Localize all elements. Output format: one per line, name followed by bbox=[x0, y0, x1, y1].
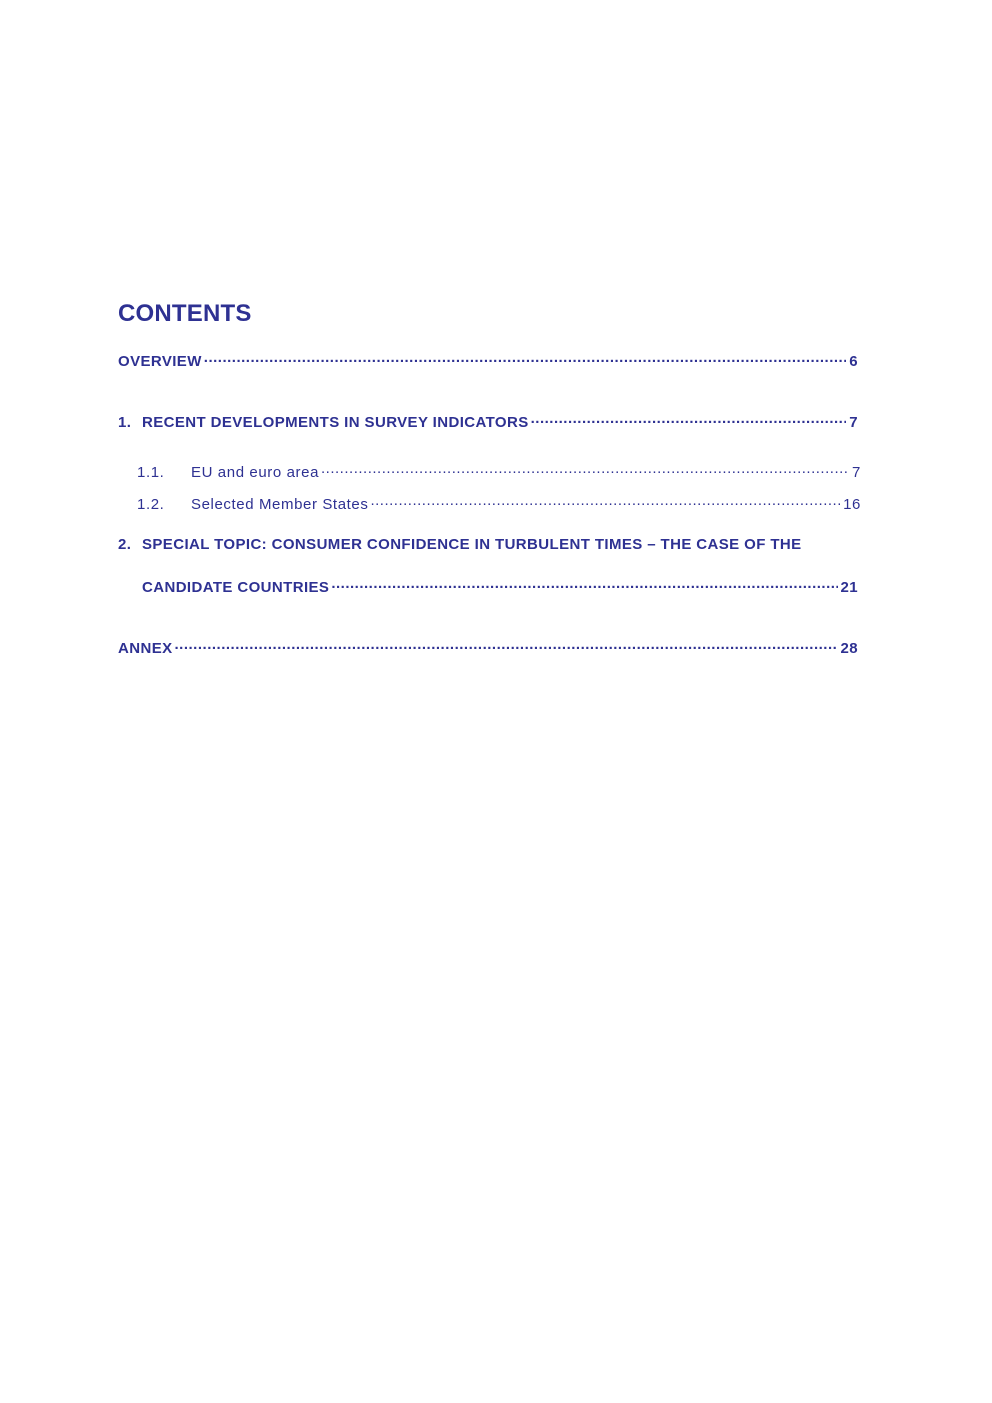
toc-dot-leader bbox=[321, 462, 849, 477]
toc-entry-annex[interactable] bbox=[118, 638, 858, 657]
toc-number: 1.1. bbox=[137, 464, 165, 481]
toc-label: OVERVIEW bbox=[118, 353, 202, 370]
toc-number: 2. bbox=[118, 536, 132, 553]
toc-label: SPECIAL TOPIC: CONSUMER CONFIDENCE IN TURBULENT TIMES – THE CASE OF THE bbox=[142, 536, 802, 553]
toc-entry-section-1[interactable] bbox=[118, 412, 858, 431]
toc-dot-leader bbox=[370, 494, 840, 509]
toc-number: 1. bbox=[118, 414, 132, 431]
toc-label: CANDIDATE COUNTRIES bbox=[142, 579, 330, 596]
toc-entry-section-1-2[interactable] bbox=[137, 494, 861, 513]
toc-entry-section-1-1[interactable] bbox=[137, 462, 861, 481]
toc-entry-section-2-line1[interactable] bbox=[118, 536, 802, 553]
toc-page-number: 21 bbox=[840, 579, 858, 596]
toc-entry-section-2[interactable] bbox=[142, 577, 858, 596]
toc-page-number: 6 bbox=[849, 353, 858, 370]
toc-label: EU and euro area bbox=[191, 464, 320, 481]
toc-dot-leader bbox=[531, 412, 847, 427]
toc-dot-leader bbox=[204, 351, 846, 366]
toc-page-number: 16 bbox=[843, 496, 861, 513]
toc-entry-overview[interactable] bbox=[118, 351, 858, 370]
toc-label: RECENT DEVELOPMENTS IN SURVEY INDICATORS bbox=[142, 414, 529, 431]
toc-number: 1.2. bbox=[137, 496, 165, 513]
toc-dot-leader bbox=[175, 638, 838, 653]
toc-page-number: 7 bbox=[852, 464, 861, 481]
toc-dot-leader bbox=[331, 577, 837, 592]
toc-label: ANNEX bbox=[118, 640, 173, 657]
toc-label: Selected Member States bbox=[191, 496, 369, 513]
toc-page-number: 7 bbox=[849, 414, 858, 431]
toc-page-number: 28 bbox=[840, 640, 858, 657]
page-title: CONTENTS bbox=[118, 300, 252, 327]
